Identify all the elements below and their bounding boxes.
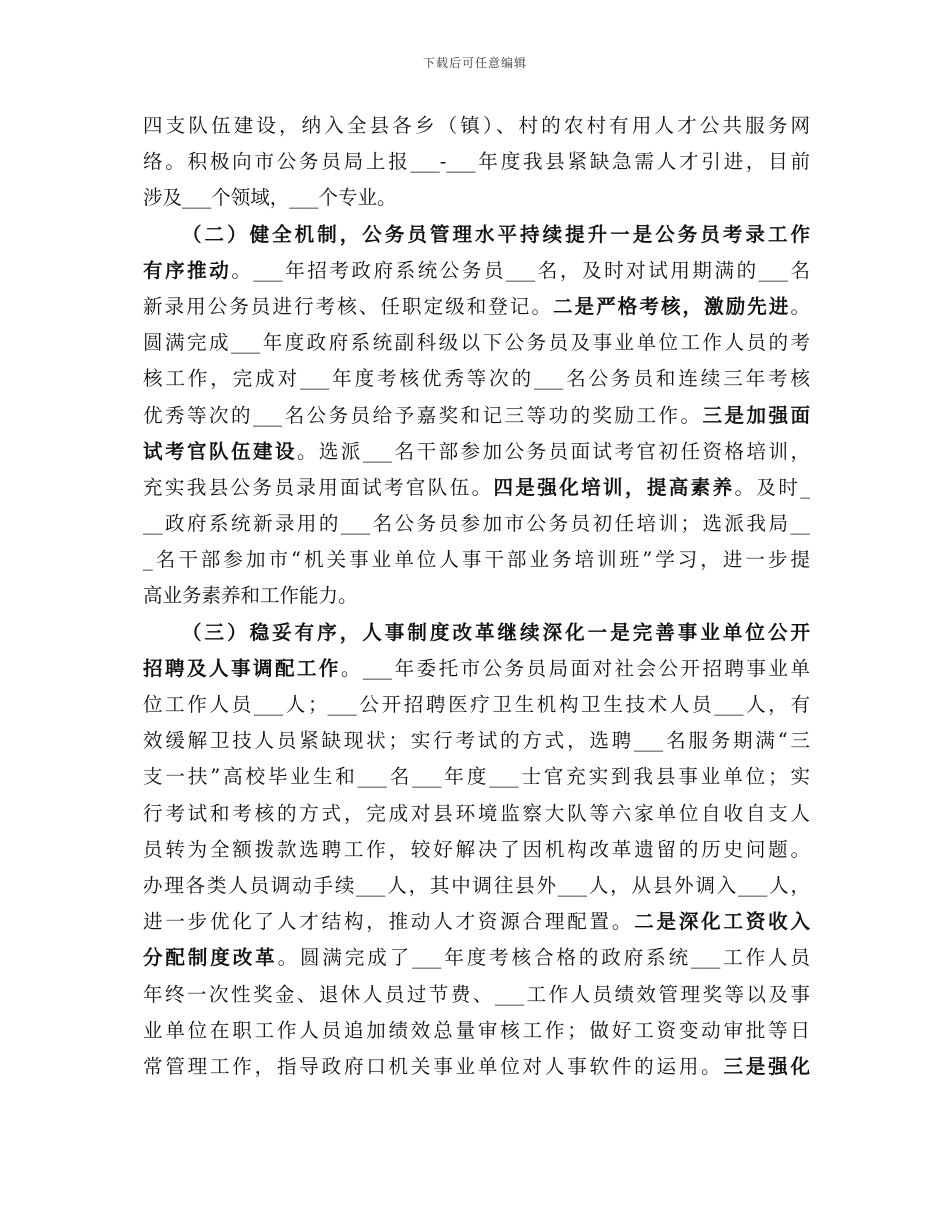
- text-line: [143, 868, 810, 904]
- text-line: [143, 434, 810, 470]
- text-line: [143, 977, 810, 1013]
- text-segment: 员转为全额拨款选聘工作，较好解决了因机构改革遗留的历史问题。: [143, 837, 810, 861]
- text-segment: 新录用公务员进行考核、任职定级和登记。: [143, 294, 554, 318]
- bold-text-segment: 三是强化: [723, 1054, 810, 1078]
- text-line: [143, 361, 810, 397]
- bold-text-segment: 二是深化工资收入: [634, 910, 810, 934]
- text-segment: 高业务素养和工作能力。: [143, 584, 358, 608]
- text-segment: 支一扶”高校毕业生和___名___年度___士官充实到我县事业单位；实: [143, 765, 810, 789]
- text-line: [143, 180, 810, 216]
- text-line: [143, 325, 810, 361]
- bold-text-segment: 有序推动: [143, 258, 232, 282]
- bold-text-segment: 试考官队伍建设: [143, 439, 297, 463]
- page-header: 下载后可任意编辑: [422, 56, 527, 70]
- text-segment: 优秀等次的___名公务员给予嘉奖和记三等功的奖励工作。: [143, 403, 703, 427]
- bold-text-segment: 二是严格考核，激励先进: [553, 294, 791, 318]
- text-line: [143, 940, 810, 976]
- text-segment: 办理各类人员调动手续___人，其中调往县外___人，从县外调入___人，: [143, 873, 810, 897]
- text-line: [143, 723, 810, 759]
- text-segment: 。及时_: [734, 475, 810, 499]
- document-body: [143, 108, 810, 1085]
- text-segment: 。___年招考政府系统公务员___名，及时对试用期满的___名: [231, 258, 810, 282]
- text-line: [143, 1049, 810, 1085]
- text-segment: 。选派___名干部参加公务员面试考官初任资格培训，: [296, 439, 810, 463]
- text-segment: 位工作人员___人；___公开招聘医疗卫生机构卫生技术人员___人，有: [143, 693, 810, 716]
- text-line: [143, 832, 810, 868]
- text-segment: 。: [790, 294, 810, 318]
- text-segment: 。___年委托市公务员局面对社会公开招聘事业单: [340, 656, 810, 680]
- text-segment: 核工作，完成对___年度考核优秀等次的___名公务员和连续三年考核: [143, 367, 810, 391]
- text-line: [143, 253, 810, 289]
- text-line: [143, 687, 810, 723]
- text-segment: 常管理工作，指导政府口机关事业单位对人事软件的运用。: [143, 1054, 724, 1078]
- text-segment: 业单位在职工作人员追加绩效总量审核工作；做好工资变动审批等日: [143, 1018, 810, 1042]
- text-segment: 进一步优化了人才结构，推动人才资源合理配置。: [143, 910, 635, 934]
- text-line: [143, 506, 810, 542]
- bold-text-segment: 分配制度改革: [143, 946, 278, 970]
- bold-text-segment: 招聘及人事调配工作: [143, 656, 341, 680]
- text-line: [143, 217, 810, 253]
- text-segment: 充实我县公务员录用面试考官队伍。: [143, 475, 494, 499]
- text-segment: 行考试和考核的方式，完成对县环境监察大队等六家单位自收自支人: [143, 801, 810, 825]
- text-segment: _名干部参加市“机关事业单位人事干部业务培训班”学习，进一步提: [143, 548, 810, 572]
- text-segment: 四支队伍建设，纳入全县各乡（镇）、村的农村有用人才公共服务网: [143, 114, 810, 137]
- text-segment: 。圆满完成了___年度考核合格的政府系统___工作人员: [277, 946, 810, 970]
- bold-text-segment: 三是加强面: [702, 403, 810, 427]
- text-line: [143, 108, 810, 144]
- text-line: [143, 796, 810, 832]
- text-segment: 效缓解卫技人员紧缺现状；实行考试的方式，选聘___名服务期满“三: [143, 729, 810, 753]
- bold-text-segment: （三）稳妥有序，人事制度改革继续深化一是完善事业单位公开: [182, 620, 810, 644]
- text-line: [143, 289, 810, 325]
- text-segment: 络。积极向市公务员局上报___-___年度我县紧缺急需人才引进，目前: [143, 150, 810, 174]
- text-line: [143, 144, 810, 180]
- text-line: [143, 470, 810, 506]
- text-segment: 年终一次性奖金、退休人员过节费、___工作人员绩效管理奖等以及事: [143, 982, 810, 1006]
- text-line: [143, 904, 810, 940]
- bold-text-segment: 四是强化培训，提高素养: [493, 475, 735, 499]
- text-line: [143, 615, 810, 651]
- text-line: [143, 578, 810, 614]
- text-line: [143, 1013, 810, 1049]
- text-line: [143, 542, 810, 578]
- text-segment: __政府系统新录用的___名公务员参加市公务员初任培训；选派我局__: [143, 512, 810, 536]
- bold-text-segment: （二）健全机制，公务员管理水平持续提升一是公务员考录工作: [182, 222, 810, 246]
- text-line: [143, 759, 810, 795]
- text-segment: 涉及___个领域，___个专业。: [143, 186, 397, 210]
- text-segment: 圆满完成___年度政府系统副科级以下公务员及事业单位工作人员的考: [143, 331, 810, 355]
- text-line: [143, 651, 810, 687]
- text-line: [143, 398, 810, 434]
